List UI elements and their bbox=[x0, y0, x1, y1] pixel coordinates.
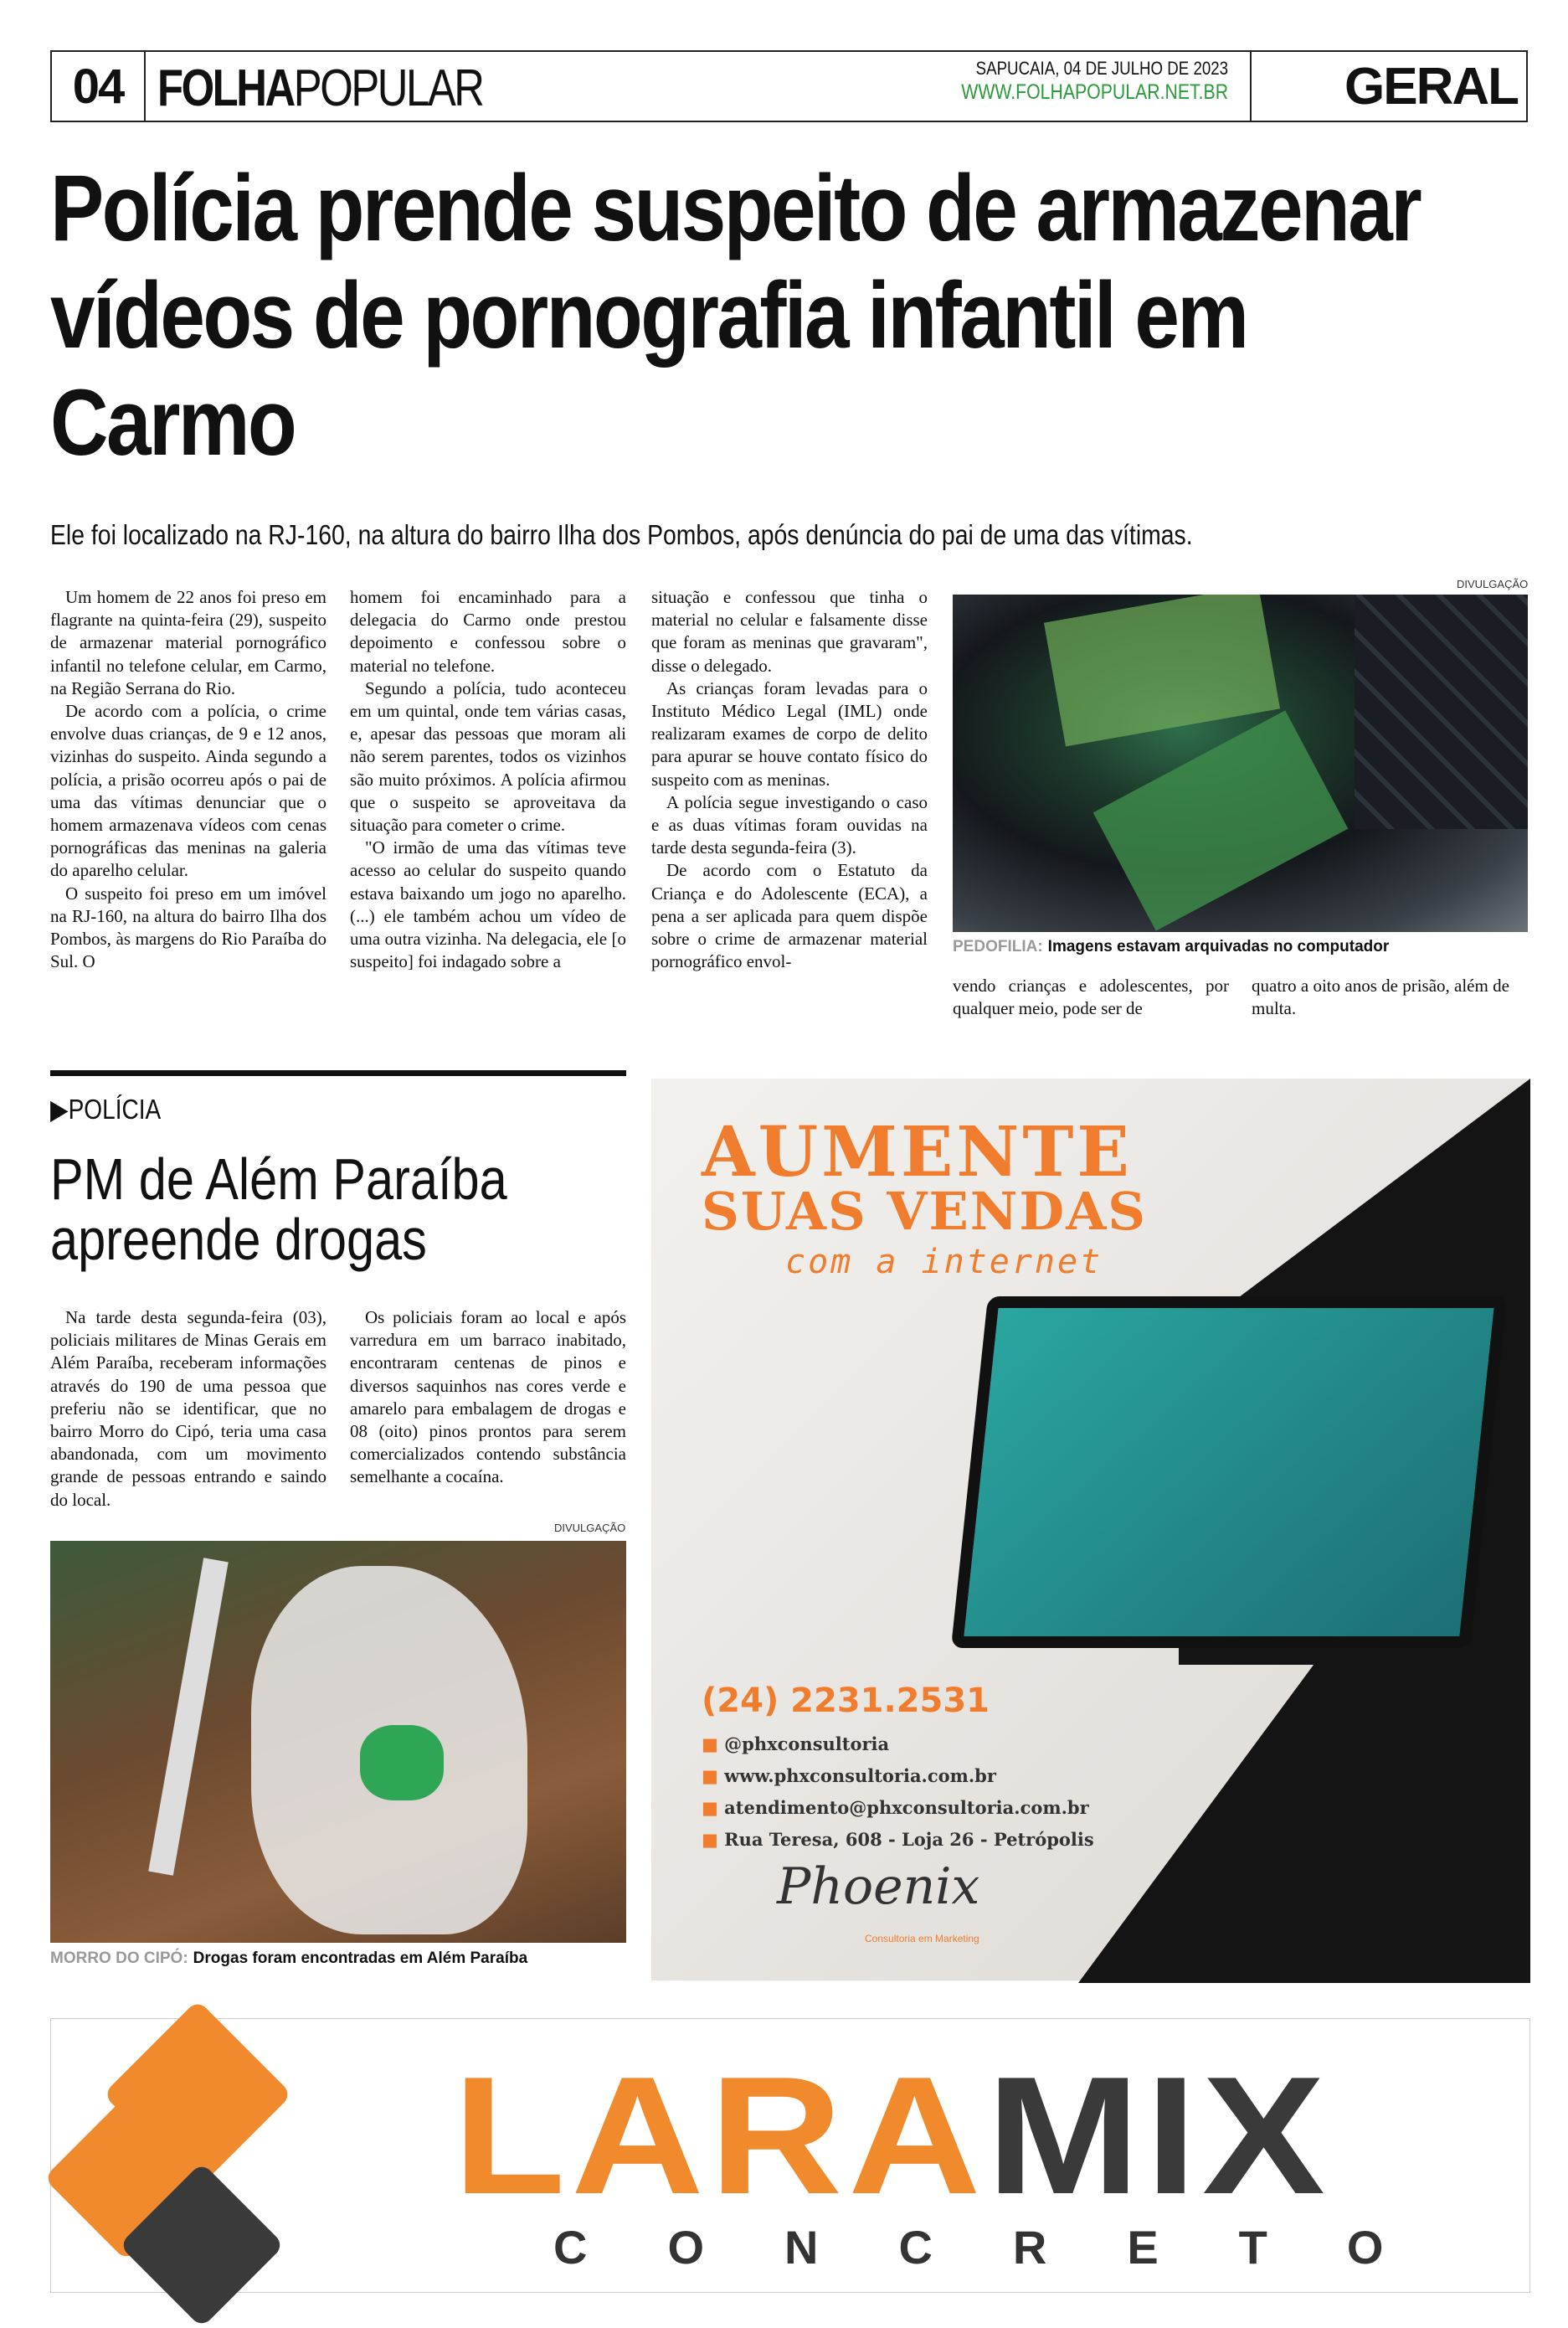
main-headline: Polícia prende suspeito de armazenar vídeos de pornografia infantil em Carmo bbox=[50, 156, 1421, 475]
page-number: 04 bbox=[52, 52, 146, 121]
section-divider bbox=[50, 1070, 626, 1076]
article2-column-1: Na tarde desta segunda-feira (03), policiais militares de Minas Gerais em Além Paraíba, receberam informações através do 190 de uma pessoa que preferiu não se identificar, que no bairro Morro do Cipó, teria uma casa abandonada, com um movimento grande de pessoas entrando e saindo do local. bbox=[50, 1307, 326, 1510]
facebook-icon: ■ bbox=[702, 1733, 718, 1754]
mail-icon: ■ bbox=[702, 1797, 718, 1818]
section-kicker: ▶POLÍCIA bbox=[50, 1094, 162, 1125]
laramix-logo: LARAMIX bbox=[453, 2042, 1331, 2229]
article-column-5: quatro a oito anos de prisão, além de multa. bbox=[1252, 976, 1509, 1019]
photo-caption: MORRO DO CIPÓ: Drogas foram encontradas em Além Paraíba bbox=[50, 1949, 528, 1967]
newspaper-logo: FOLHAPOPULAR bbox=[157, 59, 483, 117]
website-link[interactable]: WWW.FOLHAPOPULAR.NET.BR bbox=[961, 80, 1228, 104]
photo-caption: PEDOFILIA: Imagens estavam arquivadas no computador bbox=[953, 938, 1390, 955]
laramix-advertisement[interactable]: LARAMIX CONCRETO bbox=[50, 2018, 1530, 2293]
drugs-photo bbox=[50, 1541, 626, 1943]
article-column-3: situação e confessou que tinha o material no celular e falsamente disse que foram as meninas que gravaram", disse o delegado. As crianças foram levadas para o Instituto Médico Legal (IML) onde realizaram exames de corpo de delito para apurar se houve contato físico do suspeito com as meninas. A polícia segue investigando o caso e as duas vítimas foram ouvidas na tarde desta segunda-feira (3). De acordo com o Estatuto da Criança e do Adolescente (ECA), a pena a ser aplicada para quem dispõe sobre o crime de armazenar material pornográfico envol- bbox=[651, 587, 928, 972]
issue-date: SAPUCAIA, 04 DE JULHO DE 2023 bbox=[975, 58, 1228, 79]
article-column-1: Um homem de 22 anos foi preso em flagrante na quinta-feira (29), suspeito de armazenar material pornográfico infantil no telefone celular, em Carmo, na Região Serrana do Rio. De acordo com a polícia, o crime envolve duas crianças, de 9 e 12 anos, vizinhas do suspeito. Ainda segundo a polícia, a prisão ocorreu após o pai de uma das vítimas denunciar que o homem armazenava vídeos com cenas pornográficas das meninas na galeria do aparelho celular. O suspeito foi preso em um imóvel na RJ-160, na altura do bairro Ilha dos Pombos, às margens do Rio Paraíba do Sul. O bbox=[50, 587, 326, 972]
triangle-right-icon: ▶ bbox=[50, 1094, 69, 1125]
globe-icon: ■ bbox=[702, 1765, 718, 1786]
page-header bbox=[50, 50, 1528, 122]
photo-credit: DIVULGAÇÃO bbox=[554, 1522, 626, 1534]
section-name: GERAL bbox=[1250, 52, 1526, 121]
phoenix-logo: Phoenix bbox=[777, 1857, 980, 1916]
main-subtitle: Ele foi localizado na RJ-160, na altura do bairro Ilha dos Pombos, após denúncia do pai de uma das vítimas. bbox=[50, 519, 1193, 550]
article2-column-2: Os policiais foram ao local e após varredura em um barraco inabitado, encontraram centenas de pinos e diversos saquinhos nas cores verde e amarelo para embalagem de drogas e 08 (oito) pinos prontos para serem comercializados contendo substância semelhante a cocaína. bbox=[350, 1307, 626, 1487]
phone-number: (24) 2231.2531 bbox=[702, 1682, 990, 1720]
article-column-4: vendo crianças e adolescentes, por qualquer meio, pode ser de bbox=[953, 976, 1229, 1019]
hard-drive-photo bbox=[953, 595, 1528, 932]
photo-credit: DIVULGAÇÃO bbox=[1457, 578, 1529, 590]
article2-headline: PM de Além Paraíba apreende drogas bbox=[50, 1146, 507, 1272]
article-column-2: homem foi encaminhado para a delegacia do Carmo onde prestou depoimento e confessou sobre o material no telefone. Segundo a polícia, tudo aconteceu em um quintal, onde tem várias casas, e, apesar das pessoas que moram ali não serem parentes, todos os vizinhos são muito próximos. A polícia afirmou que o suspeito se aproveitava da situação para cometer o crime. "O irmão de uma das vítimas teve acesso ao celular do suspeito quando estava baixando um jogo no aparelho. (...) ele também achou um vídeo de uma outra vizinha. Na delegacia, ele [o suspeito] foi indagado sobre a bbox=[350, 587, 626, 972]
location-pin-icon: ■ bbox=[702, 1829, 718, 1850]
phoenix-advertisement[interactable]: AUMENTE SUAS VENDAS com a internet (24) 2231.2531 ■ @phxconsultoria ■ www.phxconsultoria.com.br ■ atendimento@phxconsultoria.com.br ■ Rua Teresa, 608 - Loja 26 - Petrópolis Phoenix Consultoria em Marketing bbox=[651, 1079, 1530, 1980]
